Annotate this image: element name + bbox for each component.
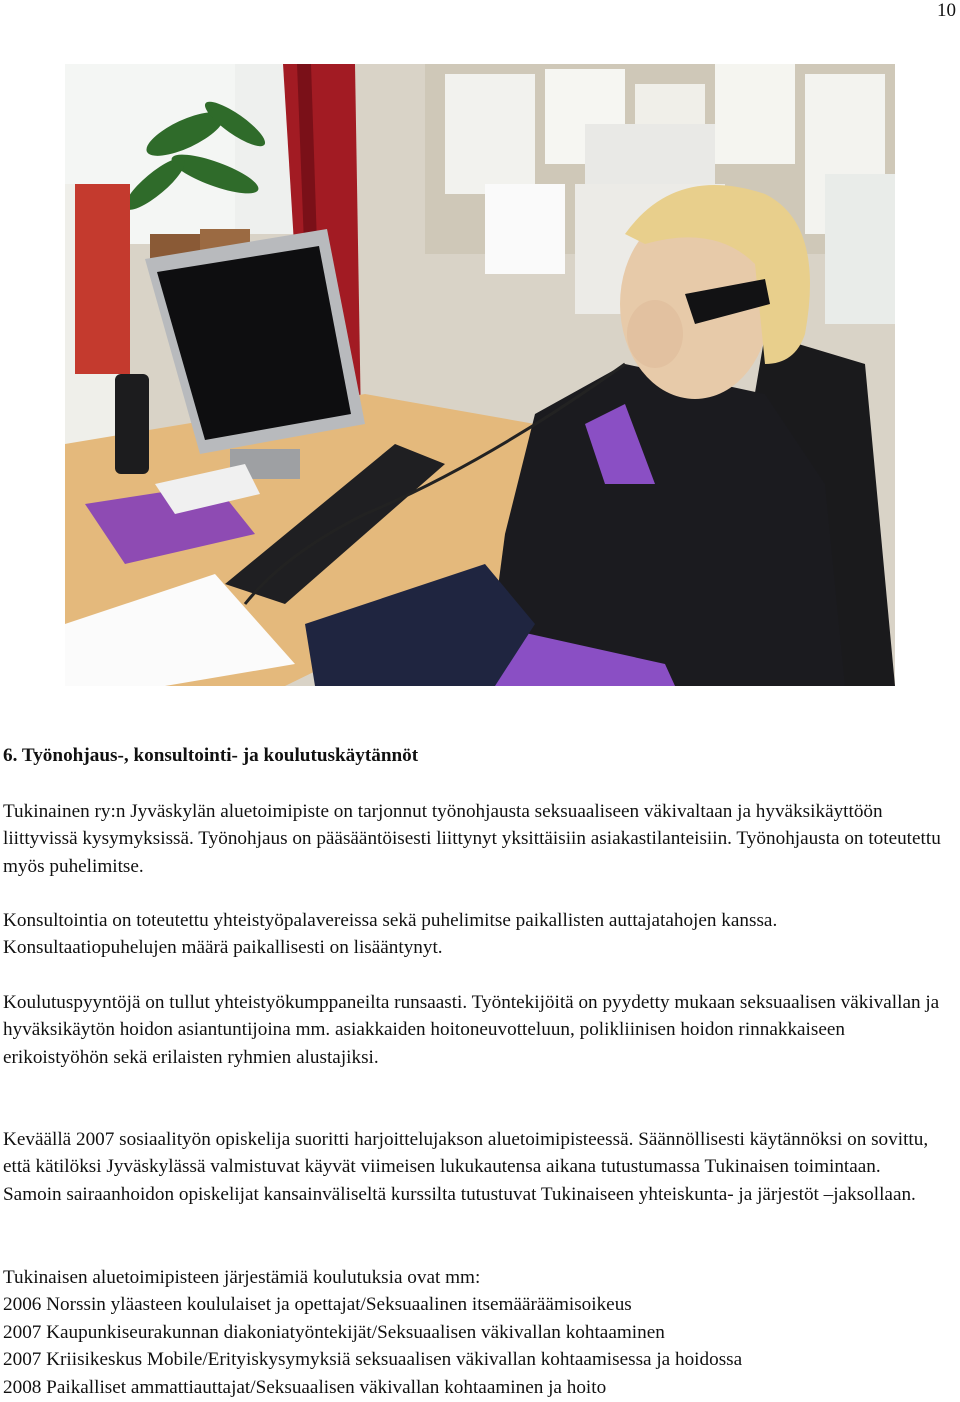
paragraph-text: Tukinainen ry:n Jyväskylän aluetoimipiste on tarjonnut työnohjausta seksuaaliseen väkivaltaan ja hyväksikäyttöön liittyvissä kysymyksissä. Työnohjaus on pääsääntöisesti liittynyt yksittäisiin asiakastilanteisiin. Työnohjausta on toteutettu myös puhelimitse. (3, 801, 941, 877)
paragraph-text: Konsultointia on toteutettu yhteistyöpalavereissa sekä puhelimitse paikallisten auttajatahojen kanssa. Konsultaatiopuhelujen määrä paikallisesti on lisääntynyt. (3, 910, 778, 959)
paragraph-1 (3, 798, 943, 880)
paragraph-3 (3, 989, 943, 1071)
paragraph-text: Koulutuspyyntöjä on tullut yhteistyökumppaneilta runsaasti. Työntekijöitä on pyydetty mukaan seksuaalisen väkivallan ja hyväksikäytön hoidon asiantuntijoina mm. asiakkaiden hoitoneuvotteluun, polikliinisen hoidon rinnakkaiseen erikoistyöhön sekä erilaisten ryhmien alustajiksi. (3, 992, 940, 1068)
paragraph-4 (3, 1126, 943, 1208)
page-number: 10 (937, 0, 956, 21)
paragraph-2 (3, 907, 943, 962)
training-intro: Tukinaisen aluetoimipisteen järjestämiä koulutuksia ovat mm: (3, 1267, 481, 1288)
list-item: 2007 Kriisikeskus Mobile/Erityiskysymyksiä seksuaalisen väkivallan kohtaamisessa ja hoidossa (3, 1349, 743, 1371)
office-photo-illustration (65, 64, 895, 686)
list-item: 2007 Kaupunkiseurakunnan diakoniatyöntekijät/Seksuaalisen väkivallan kohtaaminen (3, 1321, 665, 1343)
paragraph-text: Keväällä 2007 sosiaalityön opiskelija suoritti harjoittelujakson aluetoimipisteessä. Säännöllisesti käytännöksi on sovittu, että kätilöksi Jyväskylässä valmistuvat käyvät viimeisen lukukautensa aikana tutustumassa Tukinaisen toimintaan. Samoin sairaanhoidon opiskelijat kansainväliseltä kurssilta tutustuvat Tukinaiseen yhteiskunta- ja järjestöt –jaksollaan. (3, 1129, 929, 1205)
training-list (3, 1264, 943, 1401)
list-item: 2006 Norssin yläasteen koululaiset ja opettajat/Seksuaalinen itsemääräämisoikeus (3, 1294, 632, 1316)
list-item: 2008 Paikalliset ammattiauttajat/Seksuaalisen väkivallan kohtaaminen ja hoito (3, 1376, 607, 1398)
office-photo (65, 64, 895, 686)
section-heading: 6. Työnohjaus-, konsultointi- ja koulutuskäytännöt (3, 745, 419, 766)
